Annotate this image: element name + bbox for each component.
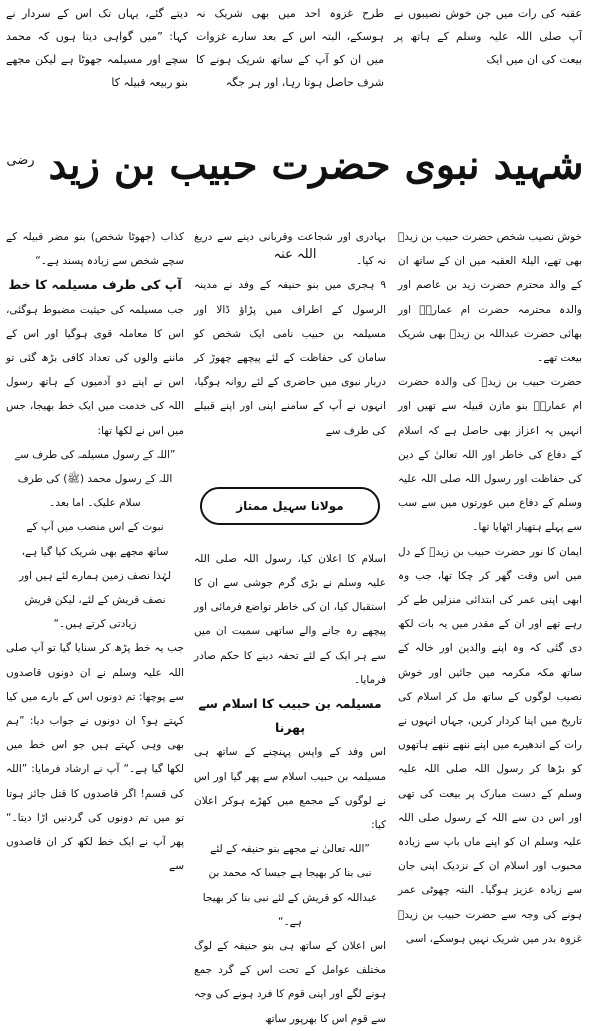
section-heading: مسیلمہ بن حبیب کا اسلام سے پھرنا	[198, 696, 382, 736]
top-column-middle	[196, 2, 384, 94]
paragraph: اس وفد کے واپس پہنچنے کے ساتھ ہی مسیلمہ بن حبیب اسلام سے پھر گیا اور اس نے لوگوں کے مجمع میں کھڑے ہوکر اعلان کیا:	[194, 746, 386, 832]
paragraph: کذاب (جھوٹا شخص) بنو مضر قبیلہ کے سچے شخص سے زیادہ پسند ہے۔“	[6, 231, 184, 268]
column-right	[398, 225, 582, 951]
top-column-left	[6, 2, 188, 94]
paragraph: ایمان کا نور حضرت حبیب بن زیدؓ کے دل میں اس وقت گھر کر چکا تھا، جب وہ ابھی اپنی عمر کی ابتدائی منزلیں طے کر رہے تھے اور ان کے مقدر میں یہ بات لکھ دی گئی کہ وہ اپنے والدین اور خالہ کے ساتھ مکہ مکرمہ میں جائیں اور خوش نصیب لوگوں کے ساتھ مل کر اسلام کی تاریخ میں اپنا کردار کریں، جہاں انہوں نے رات کے اندھیرے میں اپنے ننھے ننھے ہاتھوں کو بڑھا کر رسول اللہ صلی اللہ علیہ وسلم کے دست مبارک پر بیعت کی تھی اور اس دن سے اللہ کے رسول صلی اللہ علیہ وسلم ان کو اپنے ماں باپ سے زیادہ محبوب اور اسلام ان کے نزدیک اپنی جان سے زیادہ عزیز ہوگیا۔ البتہ چھوٹی عمر ہونے کی وجہ سے حضرت حبیب بن زیدؓ غزوہ بدر میں شریک نہیں ہوسکے، اسی	[398, 545, 582, 945]
title-honorific: رضی اللہ عنہ	[6, 153, 317, 263]
letter-quote: نبوت کے اس منصب میں آپ کے ساتھ مجھے بھی شریک کیا گیا ہے، لہٰذا نصف زمین ہمارے لئے ہیں اور نصف قریش کے لئے، لیکن قریش زیادتی کرتے ہیں۔“	[18, 521, 172, 631]
author-byline: مولانا سہیل ممتاز	[200, 487, 380, 525]
column-middle	[194, 225, 386, 1031]
paragraph: اس اعلان کے ساتھ ہی بنو حنیفہ کے لوگ مختلف عوامل کے تحت اس کے گرد جمع ہونے لگے اور اپنی قوم کا فرد ہونے کی وجہ سے قوم اس کا بھرپور ساتھ	[194, 940, 386, 1025]
top-column-right	[394, 2, 582, 71]
paragraph: حضرت حبیب بن زیدؓ کی والدہ حضرت ام عمارہؓ بنو مازن قبیلہ سے تھیں اور انہیں یہ اعزاز بھی حاصل ہے کہ اسلام کے دفاع کی خاطر اور اللہ تعالیٰ کے دین کی حفاظت اور رسول اللہ صلی اللہ علیہ وسلم کے دفاع میں عورتوں میں سے سب سے پہلے ہتھیار اٹھایا تھا۔	[398, 376, 582, 534]
paragraph: عقبہ کی رات میں جن خوش نصیبوں نے آپ صلی اللہ علیہ وسلم کے ہاتھ پر بیعت کی ان میں ایک	[394, 7, 582, 66]
title-text: شہید نبوی حضرت حبیب بن زید	[48, 141, 584, 189]
section-heading: آپ کی طرف مسیلمہ کا خط	[8, 277, 182, 293]
paragraph: بہادری اور شجاعت وقربانی دینے سے دریغ نہ کیا۔	[194, 231, 386, 268]
letter-quote: ”اللہ کے رسول مسیلمہ کی طرف سے اللہ کے رسول محمد (ﷺ) کی طرف	[14, 448, 176, 486]
paragraph: دیتے گئے، یہاں تک اس کے سردار نے کہا: ”میں گواہی دیتا ہوں کہ محمد سچے اور مسیلمہ جھوٹا ہے لیکن مجھے بنو ربیعہ قبیلہ کا	[6, 7, 188, 89]
paragraph: اسلام کا اعلان کیا، رسول اللہ صلی اللہ علیہ وسلم نے بڑی گرم جوشی سے ان کا استقبال کیا، ان کی خاطر تواضع فرمائی اور پیچھے رہ جانے والے ساتھی سمیت ان میں سے ہر ایک کے لئے تحفہ دینے کا حکم صادر فرمایا۔	[194, 552, 386, 686]
paragraph: خوش نصیب شخص حضرت حبیب بن زیدؓ بھی تھے، الیلۃ العقبہ میں ان کے ساتھ ان کے والد محترم حضرت زید بن عاصم اور والدہ محترمہ حضرت ام عمارہؓ اور بھائی حضرت عبداللہ بن زیدؓ بھی شریک بیعت تھے۔	[398, 231, 582, 365]
paragraph: جب یہ خط پڑھ کر سنایا گیا تو آپ صلی اللہ علیہ وسلم نے ان دونوں قاصدوں سے پوچھا: تم دونوں اس کے بارے میں کیا کہتے ہو؟ ان دونوں نے جواب دیا: ”ہم بھی وہی کہتے ہیں جو اس خط میں لکھا گیا ہے۔“ آپ نے ارشاد فرمایا: ”اللہ کی قسم! اگر قاصدوں کا قتل جائز ہوتا تو میں تم دونوں کی گردنیں اڑا دیتا۔“ پھر آپ نے ایک خط لکھ کر ان قاصدوں سے	[6, 642, 184, 873]
quote: ”اللہ تعالیٰ نے مجھے بنو حنیفہ کے لئے نبی بنا کر بھیجا ہے جیسا کہ محمد بن عبداللہ کو قریش کے لئے نبی بنا کر بھیجا ہے۔“	[202, 843, 378, 928]
paragraph: ۹ ہجری میں بنو حنیفہ کے وفد نے مدینہ الرسول کے اطراف میں پڑاؤ ڈالا اور مسیلمہ بن حبیب نامی ایک شخص کو سامان کی حفاظت کے لئے پیچھے چھوڑ کر دربار نبوی میں حاضری کے لئے روانہ ہوگیا، انہوں نے آپ کے سامنے اپنی اور اپنے قبیلے کی طرف سے	[194, 279, 386, 437]
paragraph: طرح غزوہ احد میں بھی شریک نہ ہوسکے، البتہ اس کے بعد سارے غزوات میں ان کو آپ کے ساتھ شریک ہونے کا شرف حاصل ہوتا رہا، اور ہر جگہ	[196, 7, 384, 89]
column-left	[6, 225, 184, 878]
paragraph: جب مسیلمہ کی حیثیت مضبوط ہوگئی، اس کا معاملہ قوی ہوگیا اور اس کے ماننے والوں کی تعداد کافی بڑھ گئی تو اس نے اپنے دو آدمیوں کے ہاتھ رسول اللہ کی خدمت میں ایک خط بھیجا، جس میں اس نے لکھا تھا:	[6, 303, 184, 437]
letter-quote: سلام علیک۔ اما بعد۔	[49, 497, 141, 510]
